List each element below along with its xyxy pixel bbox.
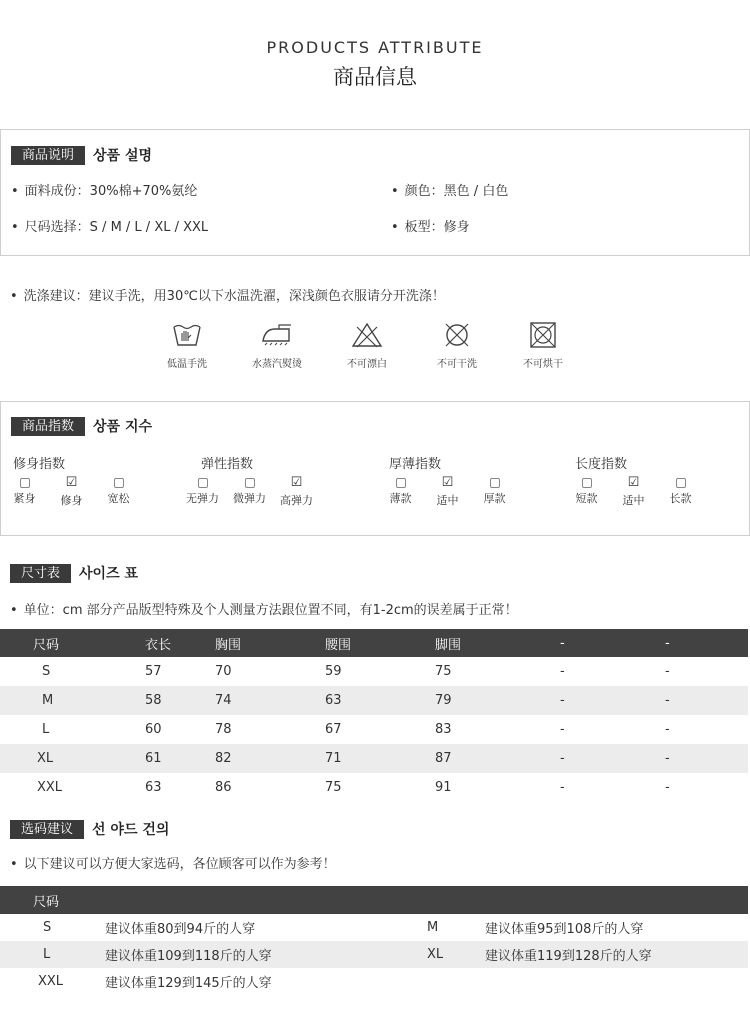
size-table-cell: 60 <box>145 722 162 737</box>
recommend-cell: 建议体重109到118斤的人穿 <box>105 941 427 968</box>
recommend-cell: XL <box>427 941 485 968</box>
size-table-cell: 71 <box>325 744 435 773</box>
recommend-cell: M <box>427 920 439 935</box>
size-table-cell: 87 <box>435 744 560 773</box>
size-table-cell: 67 <box>325 722 342 737</box>
checkbox-icon <box>114 478 124 488</box>
size-table-header-cell: 腰围 <box>325 629 435 657</box>
index-option-label: 短款 <box>575 492 598 505</box>
care-label-hand-wash: 低温手洗 <box>167 359 207 370</box>
size-table-title <box>10 563 138 583</box>
size-table-cell: 61 <box>105 744 215 773</box>
index-group <box>13 453 201 508</box>
index-option-label: 适中 <box>436 494 459 507</box>
size-table-cell: 75 <box>325 780 342 795</box>
size-table-cell: 79 <box>435 686 560 715</box>
size-table-cell: 57 <box>145 664 162 679</box>
recommend-note: • 以下建议可以方便大家选码，各位顾客可以作为参考！ <box>10 853 336 872</box>
wash-advice: • 洗涤建议：建议手洗，用30℃以下水温洗濯，深浅颜色衣服请分开洗涤！ <box>10 285 445 304</box>
recommend-title <box>10 819 169 839</box>
index-option <box>610 475 657 508</box>
index-option-label: 修身 <box>60 494 83 507</box>
index-group <box>186 453 389 508</box>
index-option-label: 宽松 <box>107 492 130 505</box>
size-table-cell: 78 <box>215 722 232 737</box>
index-option <box>95 478 142 508</box>
index-option <box>471 478 518 508</box>
index-title <box>11 416 152 436</box>
size-table-cell: 75 <box>435 664 452 679</box>
checkbox-checked-icon: ☑ <box>441 475 454 490</box>
recommend-tag: 选码建议 <box>10 820 84 839</box>
size-table-cell: - <box>560 722 565 737</box>
size-table-cell: 74 <box>215 686 325 715</box>
index-group-title: 厚薄指数 <box>389 457 442 472</box>
checkbox-icon <box>490 478 500 488</box>
size-table-cell: 70 <box>215 664 232 679</box>
index-option <box>179 478 226 508</box>
recommend-header-blank <box>427 886 485 914</box>
care-no-bleach <box>327 321 407 370</box>
size-table-cell: - <box>560 780 565 795</box>
size-table-cell: S <box>42 664 51 679</box>
header-chinese: 商品信息 <box>333 65 417 89</box>
recommend-subtitle: 선 야드 건의 <box>92 822 170 838</box>
index-option-label: 紧身 <box>13 492 36 505</box>
size-table-cell: - <box>665 744 748 773</box>
index-option <box>424 475 471 508</box>
checkbox-icon <box>198 478 208 488</box>
sizes-info: • 尺码选择：S / M / L / XL / XXL <box>11 216 208 235</box>
size-table-subtitle: 사이즈 표 <box>79 566 138 582</box>
care-label-steam-iron: 水蒸汽熨烫 <box>252 359 302 370</box>
size-table-cell: - <box>560 664 565 679</box>
size-table-cell: M <box>0 686 105 715</box>
index-group <box>575 453 745 508</box>
size-table-note: • 单位：cm 部分产品版型特殊及个人测量方法跟位置不同，有1-2cm的误差属于正常！ <box>10 599 518 618</box>
care-no-tumble-dry <box>503 321 583 370</box>
size-table-row <box>0 715 748 744</box>
size-table-cell: 91 <box>435 780 452 795</box>
fabric-info: • 面料成份：30%棉+70%氨纶 <box>11 180 197 199</box>
size-table <box>0 629 748 802</box>
size-table-header-cell: 脚围 <box>435 629 560 657</box>
no-dry-clean-icon <box>441 321 473 349</box>
size-table-cell: - <box>665 686 748 715</box>
index-option <box>377 478 424 508</box>
recommend-row <box>0 941 748 968</box>
size-table-cell: - <box>665 664 670 679</box>
index-tag: 商品指数 <box>11 417 85 436</box>
fit-info: • 板型：修身 <box>391 216 470 235</box>
size-table-header-row <box>0 629 748 657</box>
size-table-cell: - <box>560 744 665 773</box>
size-table-cell: 59 <box>325 664 342 679</box>
size-table-cell: - <box>665 780 670 795</box>
index-group-title: 长度指数 <box>575 457 628 472</box>
recommend-cell: 建议体重119到128斤的人穿 <box>485 941 748 968</box>
checkbox-icon <box>396 478 406 488</box>
index-option-label: 厚款 <box>483 492 506 505</box>
care-label-no-dry-clean: 不可干洗 <box>437 359 477 370</box>
index-box <box>0 401 750 536</box>
size-table-row <box>0 744 748 773</box>
care-icons-row <box>147 321 583 370</box>
recommend-cell: S <box>43 920 52 935</box>
recommend-cell: 建议体重129到145斤的人穿 <box>105 976 272 991</box>
description-box <box>0 129 750 256</box>
index-options <box>563 475 745 508</box>
index-group-title: 弹性指数 <box>201 457 254 472</box>
no-tumble-dry-icon <box>527 321 559 349</box>
index-option <box>1 478 48 508</box>
recommend-cell: 建议体重80到94斤的人穿 <box>105 922 256 937</box>
hand-wash-icon <box>171 321 203 349</box>
index-option-label: 无弹力 <box>186 492 219 505</box>
size-table-cell: 82 <box>215 744 325 773</box>
size-table-header-cell: 衣长 <box>105 629 215 657</box>
index-option <box>48 475 95 508</box>
size-table-cell: 63 <box>325 686 435 715</box>
checkbox-checked-icon: ☑ <box>627 475 640 490</box>
checkbox-icon <box>582 478 592 488</box>
index-subtitle: 상품 지수 <box>93 419 152 435</box>
index-option-label: 长款 <box>669 492 692 505</box>
care-steam-iron <box>237 321 317 370</box>
recommend-row <box>0 968 748 995</box>
checkbox-checked-icon: ☑ <box>65 475 78 490</box>
recommend-cell <box>427 968 485 995</box>
size-table-row <box>0 686 748 715</box>
recommend-header-row <box>0 886 748 914</box>
index-group <box>389 453 575 508</box>
care-hand-wash <box>147 321 227 370</box>
care-label-no-tumble-dry: 不可烘干 <box>523 359 563 370</box>
index-option <box>273 475 320 508</box>
color-info: • 颜色：黑色 / 白色 <box>391 180 508 199</box>
recommend-cell <box>485 968 748 995</box>
no-bleach-icon <box>351 321 383 349</box>
steam-iron-icon <box>259 321 295 349</box>
care-no-dry-clean <box>417 321 497 370</box>
index-option-label: 高弹力 <box>280 494 313 507</box>
checkbox-icon <box>20 478 30 488</box>
description-subtitle: 상품 설명 <box>93 148 152 164</box>
index-options <box>377 475 575 508</box>
recommend-cell: L <box>0 941 105 968</box>
size-table-row <box>0 657 748 686</box>
recommend-header-cell: 尺码 <box>0 886 105 914</box>
index-group-title: 修身指数 <box>13 457 66 472</box>
size-table-cell: 86 <box>215 780 232 795</box>
checkbox-icon <box>676 478 686 488</box>
recommend-cell: XXL <box>38 974 64 989</box>
index-option-label: 微弹力 <box>233 492 266 505</box>
index-option-label: 薄款 <box>389 492 412 505</box>
size-table-header-cell: - <box>665 629 748 657</box>
recommend-cell: 建议体重95到108斤的人穿 <box>485 922 644 937</box>
recommend-table <box>0 886 748 995</box>
checkbox-checked-icon: ☑ <box>290 475 303 490</box>
index-option <box>226 478 273 508</box>
care-label-no-bleach: 不可漂白 <box>347 359 387 370</box>
size-table-cell: L <box>42 722 50 737</box>
size-table-tag: 尺寸表 <box>10 564 71 583</box>
header-english: PRODUCTS ATTRIBUTE <box>266 38 484 57</box>
index-options <box>179 475 389 508</box>
checkbox-icon <box>245 478 255 488</box>
recommend-header-blank <box>485 886 748 914</box>
size-table-cell: 63 <box>145 780 162 795</box>
description-tag: 商品说明 <box>11 146 85 165</box>
size-table-cell: - <box>560 686 665 715</box>
size-table-cell: XL <box>0 744 105 773</box>
index-options <box>1 475 201 508</box>
recommend-row <box>0 914 748 941</box>
size-table-cell: 58 <box>105 686 215 715</box>
size-table-header-cell: - <box>560 629 665 657</box>
size-table-cell: XXL <box>37 780 63 795</box>
index-option-label: 适中 <box>622 494 645 507</box>
size-table-header-cell: 胸围 <box>215 629 325 657</box>
size-table-cell: 83 <box>435 722 452 737</box>
size-table-header-cell: 尺码 <box>0 629 105 657</box>
size-table-row <box>0 773 748 802</box>
description-title <box>11 145 152 165</box>
index-groups <box>13 453 745 508</box>
size-table-cell: - <box>665 722 670 737</box>
index-option <box>657 478 704 508</box>
recommend-header-blank <box>105 886 427 914</box>
index-option <box>563 478 610 508</box>
